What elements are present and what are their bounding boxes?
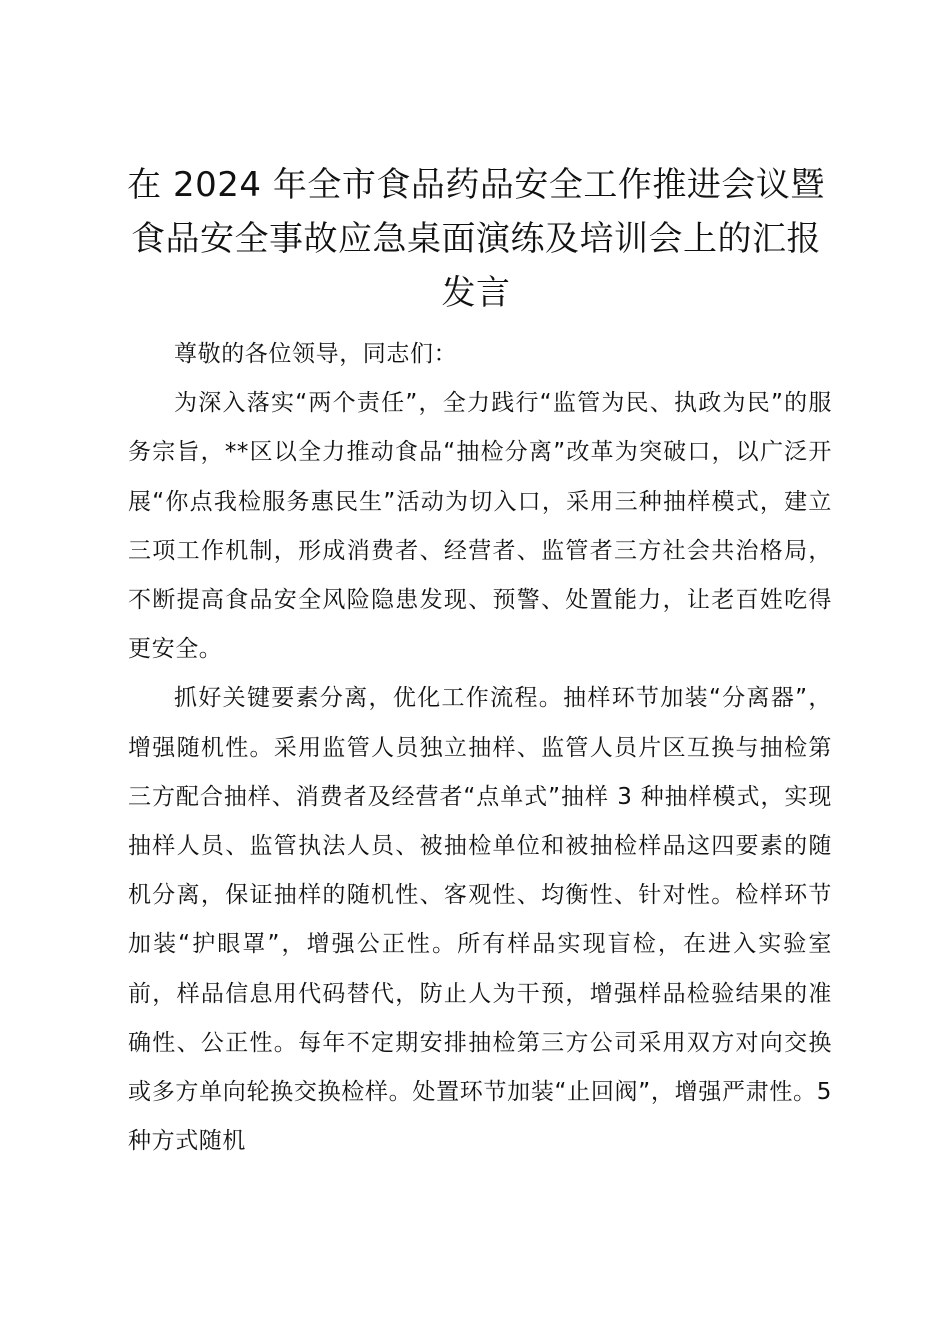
paragraph-key-elements: 抓好关键要素分离，优化工作流程。抽样环节加装“分离器”，增强随机性。采用监管人员独立抽样、监管人员片区互换与抽检第三方配合抽样、消费者及经营者“点单式”抽样 3 种抽样模式，实现抽样人员、监管执法人员、被抽检单位和被抽检样品这四要素的随机分离，保证抽样的随机性、客观性、均衡性、针对性。检样环节加装“护眼罩”，增强公正性。所有样品实现盲检，在进入实验室前，样品信息用代码替代，防止人为干预，增强样品检验结果的准确性、公正性。每年不定期安排抽检第三方公司采用双方对向交换或多方单向轮换交换检样。处置环节加装“止回阀”，增强严肃性。5 种方式随机 (128, 685, 832, 1155)
salutation: 尊敬的各位领导，同志们： (174, 341, 458, 367)
document-body (128, 330, 832, 1166)
document-title: 在 2024 年全市食品药品安全工作推进会议暨食品安全事故应急桌面演练及培训会上的汇报发言 (127, 165, 825, 313)
paragraph-intro: 为深入落实“两个责任”，全力践行“监管为民、执政为民”的服务宗旨，**区以全力推动食品“抽检分离”改革为突破口，以广泛开展“你点我检服务惠民生”活动为切入口，采用三种抽样模式，建立三项工作机制，形成消费者、经营者、监管者三方社会共治格局，不断提高食品安全风险隐患发现、预警、处置能力，让老百姓吃得更安全。 (128, 390, 832, 663)
